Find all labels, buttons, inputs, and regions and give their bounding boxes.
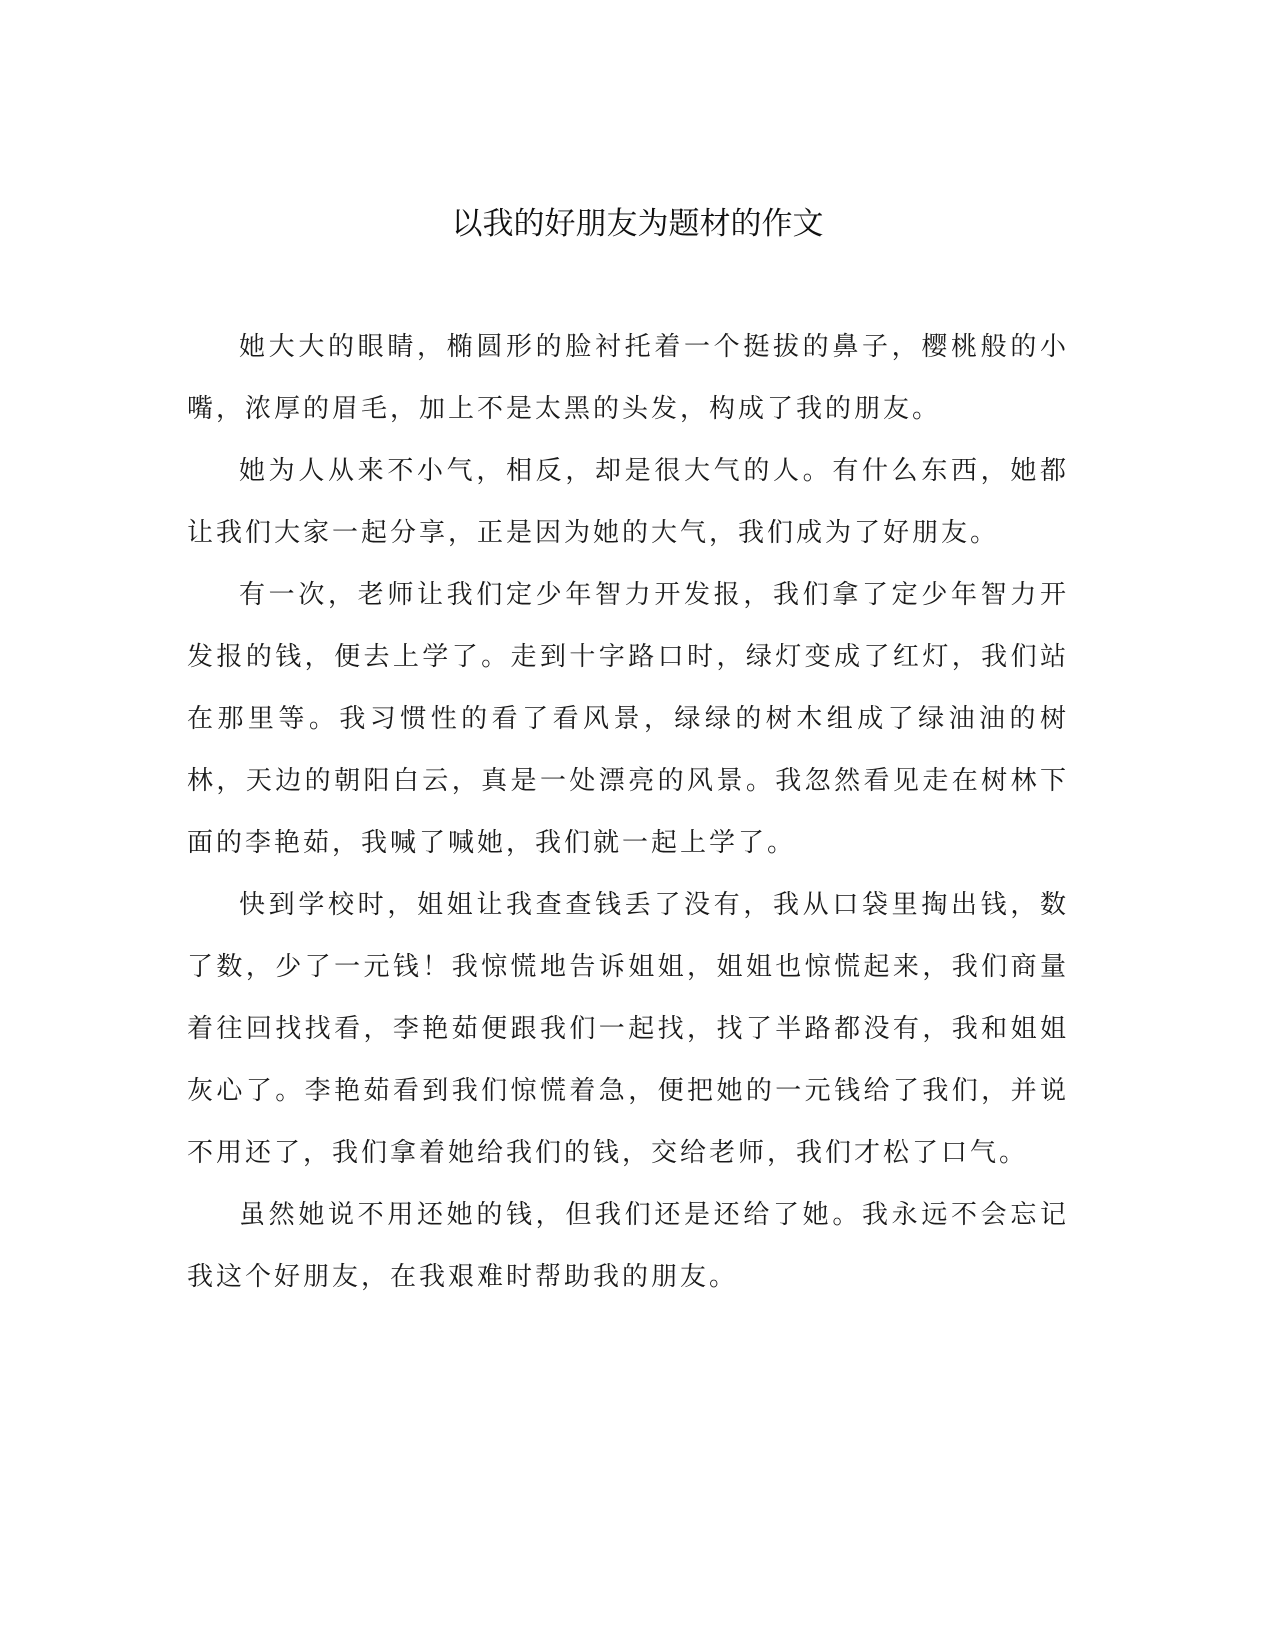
paragraph: 她大大的眼睛，椭圆形的脸衬托着一个挺拔的鼻子，樱桃般的小嘴，浓厚的眉毛，加上不是太黑的头发，构成了我的朋友。 [187, 332, 1069, 424]
essay-body [187, 316, 1069, 1308]
page-title: 以我的好朋友为题材的作文 [451, 206, 824, 242]
paragraph: 虽然她说不用还她的钱，但我们还是还给了她。我永远不会忘记我这个好朋友，在我艰难时帮助我的朋友。 [187, 1200, 1069, 1292]
paragraph: 快到学校时，姐姐让我查查钱丢了没有，我从口袋里掏出钱，数了数，少了一元钱！我惊慌地告诉姐姐，姐姐也惊慌起来，我们商量着往回找找看，李艳茹便跟我们一起找，找了半路都没有，我和姐姐灰心了。李艳茹看到我们惊慌着急，便把她的一元钱给了我们，并说不用还了，我们拿着她给我们的钱，交给老师，我们才松了口气。 [187, 890, 1069, 1168]
paragraph: 她为人从来不小气，相反，却是很大气的人。有什么东西，她都让我们大家一起分享，正是因为她的大气，我们成为了好朋友。 [187, 456, 1069, 548]
paragraph: 有一次，老师让我们定少年智力开发报，我们拿了定少年智力开发报的钱，便去上学了。走到十字路口时，绿灯变成了红灯，我们站在那里等。我习惯性的看了看风景，绿绿的树木组成了绿油油的树林，天边的朝阳白云，真是一处漂亮的风景。我忽然看见走在树林下面的李艳茹，我喊了喊她，我们就一起上学了。 [187, 580, 1069, 858]
